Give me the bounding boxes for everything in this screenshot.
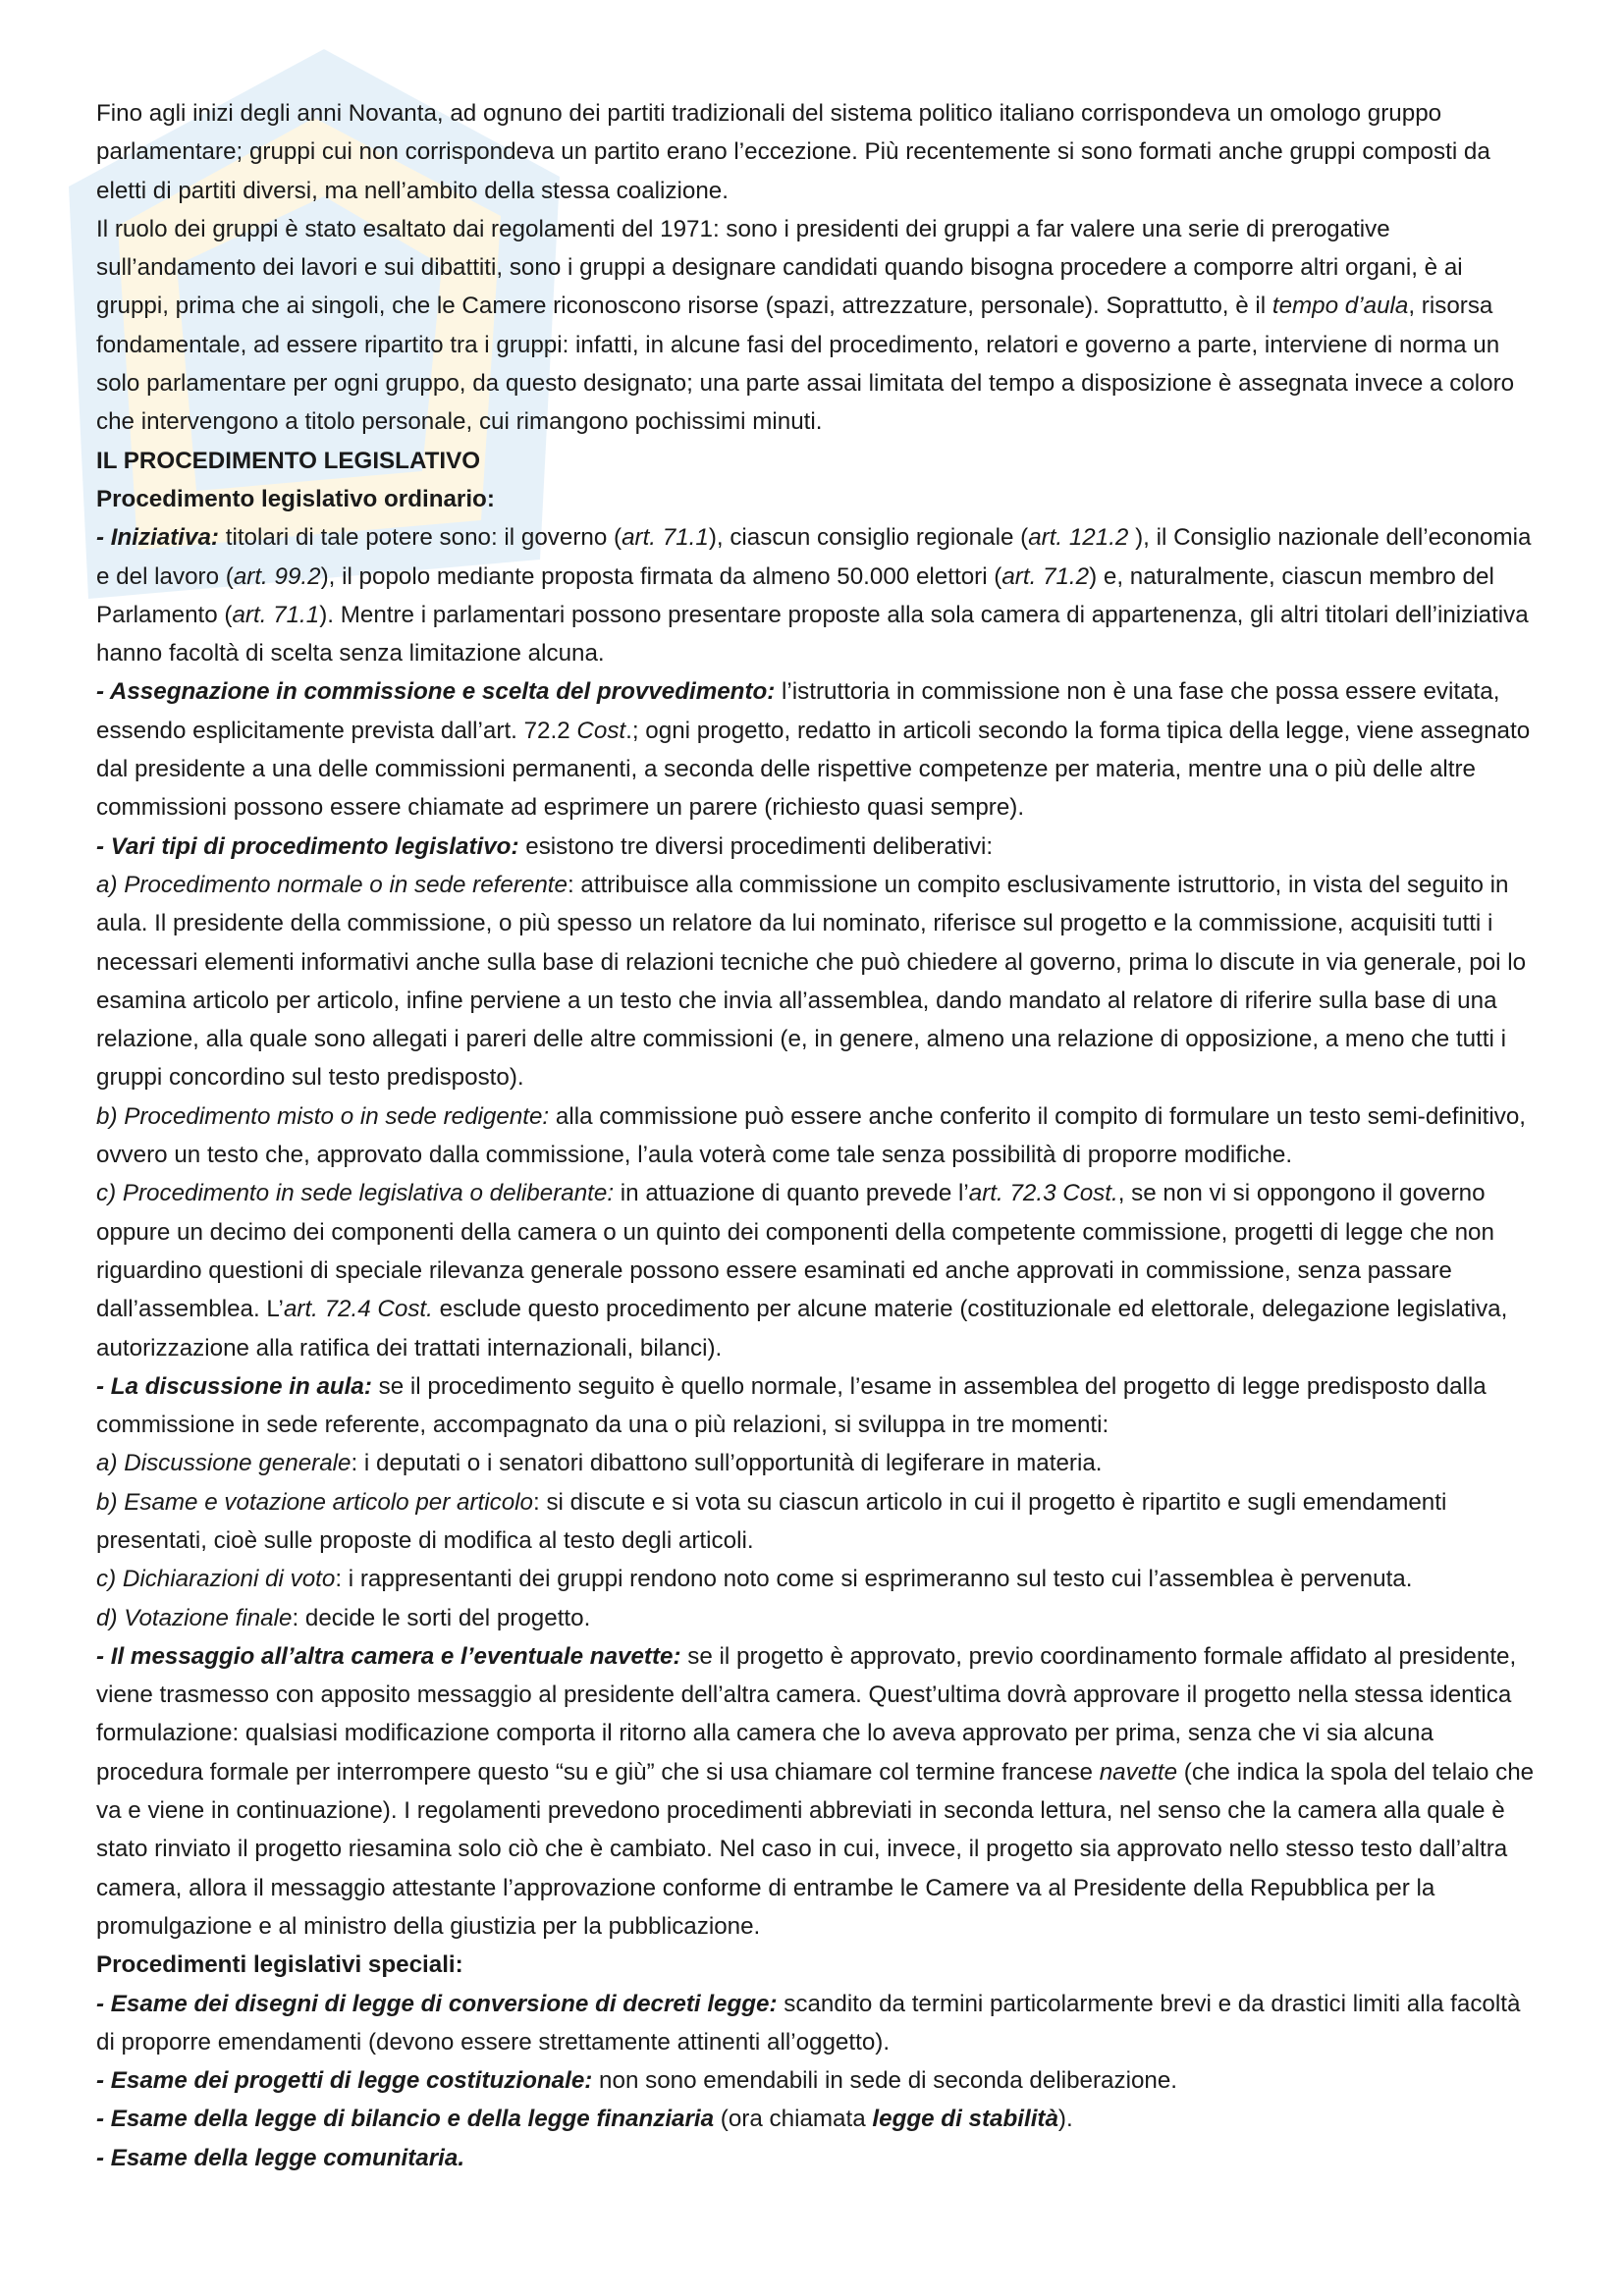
item-label: - Il messaggio all’altra camera e l’eventuale navette: bbox=[96, 1642, 681, 1670]
paragraph-legge-costituzionale: - Esame dei progetti di legge costituzionale: non sono emendabili in sede di seconda deliberazione. bbox=[96, 2067, 1178, 2095]
document-page bbox=[96, 94, 1536, 2177]
item-label: - Iniziativa: bbox=[96, 524, 219, 552]
paragraph-discussione: - La discussione in aula: se il procedimento seguito è quello normale, l’esame in assemblea del progetto di legge predisposto dalla commissione in sede referente, accompagnato da una o più relazioni, si sviluppa in tre momenti: bbox=[96, 1372, 1487, 1439]
emphasis: tempo d’aula bbox=[1271, 293, 1409, 320]
paragraph-ruolo-gruppi: Il ruolo dei gruppi è stato esaltato dai regolamenti del 1971: sono i presidenti dei gruppi a far valere una serie di prerogative sull’andamento dei lavori e sui dibattiti, sono i gruppi a designare candidati quando bisogna procedere a comporre altri organi, è ai gruppi, prima che ai singoli, che le Camere riconoscono risorse (spazi, attrezzature, personale). Soprattutto, è il tempo d’aula, risorsa fondamentale, ad essere ripartito tra i gruppi: infatti, in alcune fasi del procedimento, relatori e governo a parte, interviene di norma un solo parlamentare per ogni gruppo, da questo designato; una parte assai limitata del tempo a disposizione è assegnata invece a coloro che intervengono a titolo personale, cui rimangono pochissimi minuti. bbox=[96, 215, 1515, 436]
paragraph-legge-comunitaria bbox=[96, 2139, 1536, 2177]
paragraph-messaggio: - Il messaggio all’altra camera e l’eventuale navette: se il progetto è approvato, previo coordinamento formale affidato al presidente, viene trasmesso con apposito messaggio al presidente dell’altra camera. Quest’ultima dovrà approvare il progetto nella stessa identica formulazione: qualsiasi modificazione comporta il ritorno alla camera che lo aveva approvato per prima, senza che vi sia alcuna procedura formale per interrompere questo “su e giù” che si usa chiamare col termine francese navette (che indica la spola del telaio che va e viene in continuazione). I regolamenti prevedono procedimenti abbreviati in seconda lettura, nel senso che la camera alla quale è stato rinviato il progetto riesamina solo ciò che è cambiato. Nel caso in cui, invece, il progetto sia approvato nello stesso testo dall’altra camera, allora il messaggio attestante l’approvazione conforme di entrambe le Camere va al Presidente della Repubblica per la promulgazione e al ministro della giustizia per la pubblicazione. bbox=[96, 1642, 1535, 1940]
item-label: - Esame della legge comunitaria. bbox=[96, 2144, 465, 2171]
item-label: - Vari tipi di procedimento legislativo: bbox=[96, 832, 519, 860]
paragraph-esame-articoli: b) Esame e votazione articolo per articolo: si discute e si vota su ciascun articolo in cui il progetto è ripartito e sugli emendamenti presentati, cioè sulle proposte di modifica al testo degli articoli. bbox=[96, 1488, 1447, 1554]
item-label: - Esame dei disegni di legge di conversione di decreti legge: bbox=[96, 1990, 778, 2017]
paragraph-gruppi: Fino agli inizi degli anni Novanta, ad ognuno dei partiti tradizionali del sistema politico italiano corrispondeva un omologo gruppo parlamentare; gruppi cui non corrispondeva un partito erano l’eccezione. Più recentemente si sono formati anche gruppi composti da eletti di partiti diversi, ma nell’ambito della stessa coalizione. bbox=[96, 100, 1490, 204]
item-label: - Esame della legge di bilancio e della legge finanziaria bbox=[96, 2106, 715, 2133]
paragraph-decreti-legge: - Esame dei disegni di legge di conversione di decreti legge: scandito da termini particolarmente brevi e da drastici limiti alla facoltà di proporre emendamenti (devono essere strettamente attinenti all’oggetto). bbox=[96, 1990, 1521, 2056]
subsection-heading: Procedimento legislativo ordinario: bbox=[96, 485, 495, 512]
subsection-heading-speciali: Procedimenti legislativi speciali: bbox=[96, 1951, 463, 1979]
paragraph-votazione: d) Votazione finale: decide le sorti del progetto. bbox=[96, 1604, 591, 1631]
paragraph-assegnazione: - Assegnazione in commissione e scelta del provvedimento: l’istruttoria in commissione non è una fase che possa essere evitata, essendo esplicitamente prevista dall’art. 72.2 Cost.; ogni progetto, redatto in articoli secondo la forma tipica della legge, viene assegnato dal presidente a una delle commissioni permanenti, a seconda delle rispettive competenze per materia, mentre una o più delle altre commissioni possono essere chiamate ad esprimere un parere (richiesto quasi sempre). bbox=[96, 678, 1531, 822]
paragraph-sede-legislativa: c) Procedimento in sede legislativa o deliberante: in attuazione di quanto prevede l’art. 72.3 Cost., se non vi si oppongono il governo oppure un decimo dei componenti della camera o un quinto dei componenti della competente commissione, progetti di legge che non riguardino questioni di speciale rilevanza generale possono essere esaminati ed anche approvati in commissione, senza passare dall’assemblea. L’art. 72.4 Cost. esclude questo procedimento per alcune materie (costituzionale ed elettorale, delegazione legislativa, autorizzazione alla ratifica dei trattati internazionali, bilanci). bbox=[96, 1180, 1508, 1362]
paragraph-iniziativa: - Iniziativa: titolari di tale potere sono: il governo (art. 71.1), ciascun consiglio regionale (art. 121.2 ), il Consiglio nazionale dell’economia e del lavoro (art. 99.2), il popolo mediante proposta firmata da almeno 50.000 elettori (art. 71.2) e, naturalmente, ciascun membro del Parlamento (art. 71.1). Mentre i parlamentari possono presentare proposte alla sola camera di appartenenza, gli altri titolari dell’iniziativa hanno facoltà di scelta senza limitazione alcuna. bbox=[96, 524, 1532, 667]
section-heading: IL PROCEDIMENTO LEGISLATIVO bbox=[96, 447, 481, 474]
paragraph-vari-tipi: - Vari tipi di procedimento legislativo: esistono tre diversi procedimenti deliberativi: bbox=[96, 832, 994, 860]
item-label: - Assegnazione in commissione e scelta del provvedimento: bbox=[96, 678, 776, 706]
paragraph-legge-bilancio: - Esame della legge di bilancio e della legge finanziaria (ora chiamata legge di stabilità). bbox=[96, 2106, 1073, 2133]
paragraph-sede-referente: a) Procedimento normale o in sede referente: attribuisce alla commissione un compito esclusivamente istruttorio, in vista del seguito in aula. Il presidente della commissione, o più spesso un relatore da lui nominato, riferisce sul progetto e la commissione, acquisiti tutti i necessari elementi informativi anche sulla base di relazioni tecniche che può chiedere al governo, prima lo discute in via generale, poi lo esamina articolo per articolo, infine perviene a un testo che invia all’assemblea, dando mandato al relatore di riferire sulla base di una relazione, alla quale sono allegati i pareri delle altre commissioni (e, in genere, almeno una relazione di opposizione, a meno che tutti i gruppi concordino sul testo predisposto). bbox=[96, 871, 1527, 1092]
item-label: - La discussione in aula: bbox=[96, 1372, 372, 1400]
paragraph-dichiarazioni: c) Dichiarazioni di voto: i rappresentanti dei gruppi rendono noto come si esprimeranno sul testo cui l’assemblea è pervenuta. bbox=[96, 1566, 1413, 1593]
item-label: - Esame dei progetti di legge costituzionale: bbox=[96, 2067, 593, 2095]
paragraph-sede-redigente: b) Procedimento misto o in sede redigente: alla commissione può essere anche conferito il compito di formulare un testo semi-definitivo, ovvero un testo che, approvato dalla commissione, l’aula voterà come tale senza possibilità di proporre modifiche. bbox=[96, 1102, 1527, 1169]
paragraph-discussione-generale: a) Discussione generale: i deputati o i senatori dibattono sull’opportunità di legiferare in materia. bbox=[96, 1450, 1103, 1477]
